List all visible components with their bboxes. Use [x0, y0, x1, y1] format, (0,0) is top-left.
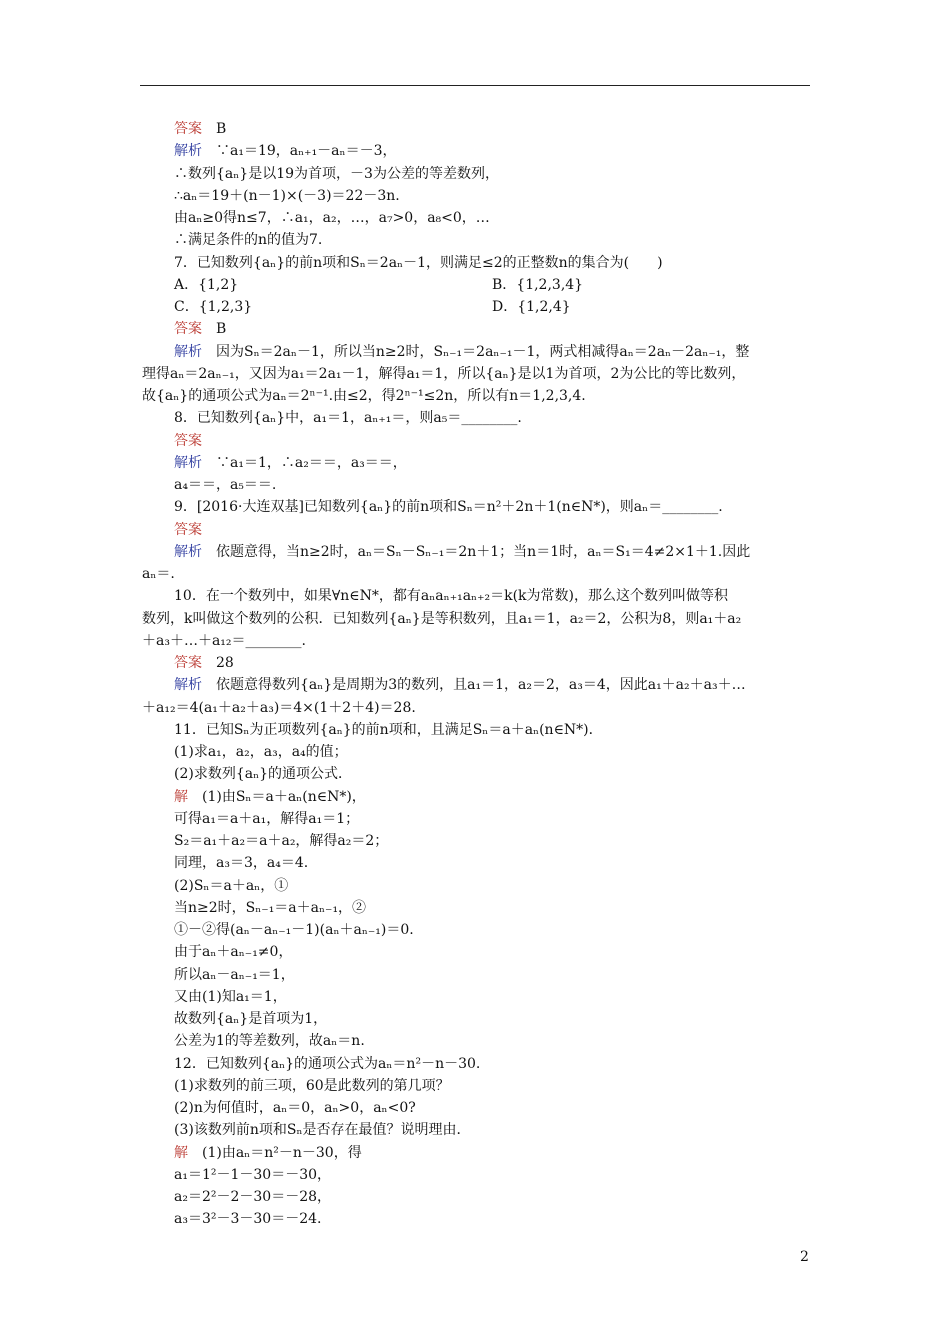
text-line: 可得a₁＝a＋a₁，解得a₁＝1；	[174, 810, 360, 827]
text-line: 又由(1)知a₁＝1，	[174, 988, 287, 1005]
text-line: 12．已知数列{aₙ}的通项公式为aₙ＝n²－n－30.	[174, 1055, 481, 1072]
text-line: 解析 因为Sₙ＝2aₙ－1，所以当n≥2时，Sₙ₋₁＝2aₙ₋₁－1，两式相减得aₙ＝2aₙ－2aₙ₋₁，整	[174, 343, 750, 360]
page-number: 2	[800, 1249, 809, 1265]
text-line: 由于aₙ＋aₙ₋₁≠0，	[174, 944, 293, 961]
choice-option: D．{1,2,4}	[492, 299, 571, 315]
text-line: 解析 依题意得，当n≥2时，aₙ＝Sₙ－Sₙ₋₁＝2n＋1；当n＝1时，aₙ＝S₁＝4≠2×1＋1.因此	[174, 543, 751, 560]
text-line: 公差为1的等差数列，故aₙ＝n.	[174, 1033, 365, 1050]
text-line: ∴数列{aₙ}是以19为首项，－3为公差的等差数列，	[174, 165, 499, 182]
choice-option: B．{1,2,3,4}	[492, 276, 584, 293]
section-label: 解析	[174, 343, 202, 360]
text-line: 答案 B	[174, 121, 227, 137]
text-line: (1)求数列的前三项，60是此数列的第几项？	[174, 1077, 450, 1094]
text-line: 解析 ∵a₁＝1，∴a₂＝＝，a₃＝＝，	[174, 454, 407, 471]
section-label: 解	[174, 1144, 188, 1161]
header-rule	[140, 85, 810, 86]
text-line: 数列，k叫做这个数列的公积．已知数列{aₙ}是等积数列，且a₁＝1，a₂＝2，公积为8，则a₁＋a₂	[142, 610, 742, 627]
text-line: 答案 B	[174, 321, 227, 338]
section-label: 答案	[174, 432, 202, 449]
text-line	[142, 296, 810, 318]
section-label: 答案	[174, 655, 202, 671]
section-label: 解	[174, 788, 188, 805]
text-line: a₂＝2²－2－30＝－28，	[174, 1189, 332, 1205]
text-line: ∴满足条件的n的值为7.	[174, 232, 323, 249]
text-line: 答案 28	[174, 655, 234, 671]
text-line: 解 (1)由aₙ＝n²－n－30，得	[174, 1144, 362, 1161]
text-line: ∴aₙ＝19＋(n－1)×(－3)＝22－3n.	[174, 187, 400, 204]
text-line: 故数列{aₙ}是首项为1，	[174, 1011, 328, 1027]
text-line: 当n≥2时，Sₙ₋₁＝a＋aₙ₋₁，②	[174, 899, 367, 916]
text-line: 9．[2016·大连双基]已知数列{aₙ}的前n项和Sₙ＝n²＋2n＋1(n∈N*)，则aₙ＝________.	[174, 499, 723, 516]
text-line: S₂＝a₁＋a₂＝a＋a₂，解得a₂＝2；	[174, 833, 389, 849]
section-label: 解析	[174, 143, 202, 160]
text-line: 解析 依题意得数列{aₙ}是周期为3的数列，且a₁＝1，a₂＝2，a₃＝4，因此a₁＋a₂＋a₃＋…	[174, 677, 746, 694]
text-line: 10．在一个数列中，如果∀n∈N*，都有aₙaₙ₊₁aₙ₊₂＝k(k为常数)，那么这个数列叫做等积	[174, 588, 728, 605]
text-line: (2)求数列{aₙ}的通项公式．	[174, 766, 353, 783]
document-body	[142, 118, 810, 1231]
text-line: 故{aₙ}的通项公式为aₙ＝2ⁿ⁻¹.由≤2，得2ⁿ⁻¹≤2n，所以有n＝1,2,3,4.	[142, 388, 586, 404]
text-line: ＋a₃＋…＋a₁₂＝________.	[142, 632, 306, 649]
text-line	[142, 274, 810, 296]
text-line: a₁＝1²－1－30＝－30，	[174, 1166, 332, 1183]
text-line: 8．已知数列{aₙ}中，a₁＝1，aₙ₊₁＝，则a₅＝________.	[174, 410, 522, 427]
text-line: a₄＝＝，a₅＝＝.	[174, 477, 277, 493]
text-line: (2)n为何值时，aₙ＝0，aₙ>0，aₙ<0?	[174, 1100, 416, 1116]
choice-option: C．{1,2,3}	[174, 299, 253, 315]
text-line: 理得aₙ＝2aₙ₋₁，又因为a₁＝2a₁－1，解得a₁＝1，所以{aₙ}是以1为首项，2为公比的等比数列，	[142, 365, 746, 382]
text-line: (3)该数列前n项和Sₙ是否存在最值？说明理由．	[174, 1122, 471, 1139]
section-label: 答案	[174, 321, 202, 338]
text-line: 7．已知数列{aₙ}的前n项和Sₙ＝2aₙ－1，则满足≤2的正整数n的集合为( )	[174, 254, 663, 271]
section-label: 答案	[174, 521, 202, 538]
text-line	[142, 430, 810, 452]
choice-option: A．{1,2}	[174, 276, 239, 293]
text-line: (1)求a₁，a₂，a₃，a₄的值；	[174, 744, 348, 760]
text-line: 解 (1)由Sₙ＝a＋aₙ(n∈N*)，	[174, 788, 366, 805]
text-line	[142, 519, 810, 541]
text-line: 同理，a₃＝3，a₄＝4.	[174, 855, 309, 872]
text-line: (2)Sₙ＝a＋aₙ，①	[174, 877, 289, 894]
text-line: ＋a₁₂＝4(a₁＋a₂＋a₃)＝4×(1＋2＋4)＝28.	[142, 699, 416, 716]
text-line: aₙ＝.	[142, 566, 175, 582]
text-line: 解析 ∵a₁＝19，aₙ₊₁－aₙ＝－3，	[174, 143, 397, 160]
section-label: 解析	[174, 543, 202, 560]
text-line: 11．已知Sₙ为正项数列{aₙ}的前n项和，且满足Sₙ＝a＋aₙ(n∈N*)．	[174, 721, 603, 738]
section-label: 解析	[174, 454, 202, 471]
text-line: a₃＝3²－3－30＝－24.	[174, 1211, 322, 1228]
text-line: ①－②得(aₙ－aₙ₋₁－1)(aₙ＋aₙ₋₁)＝0.	[174, 922, 414, 938]
text-line: 所以aₙ－aₙ₋₁＝1，	[174, 966, 295, 983]
text-line: 由aₙ≥0得n≤7，∴a₁，a₂，…，a₇>0，a₈<0，…	[174, 210, 490, 226]
section-label: 解析	[174, 677, 202, 694]
section-label: 答案	[174, 121, 202, 137]
